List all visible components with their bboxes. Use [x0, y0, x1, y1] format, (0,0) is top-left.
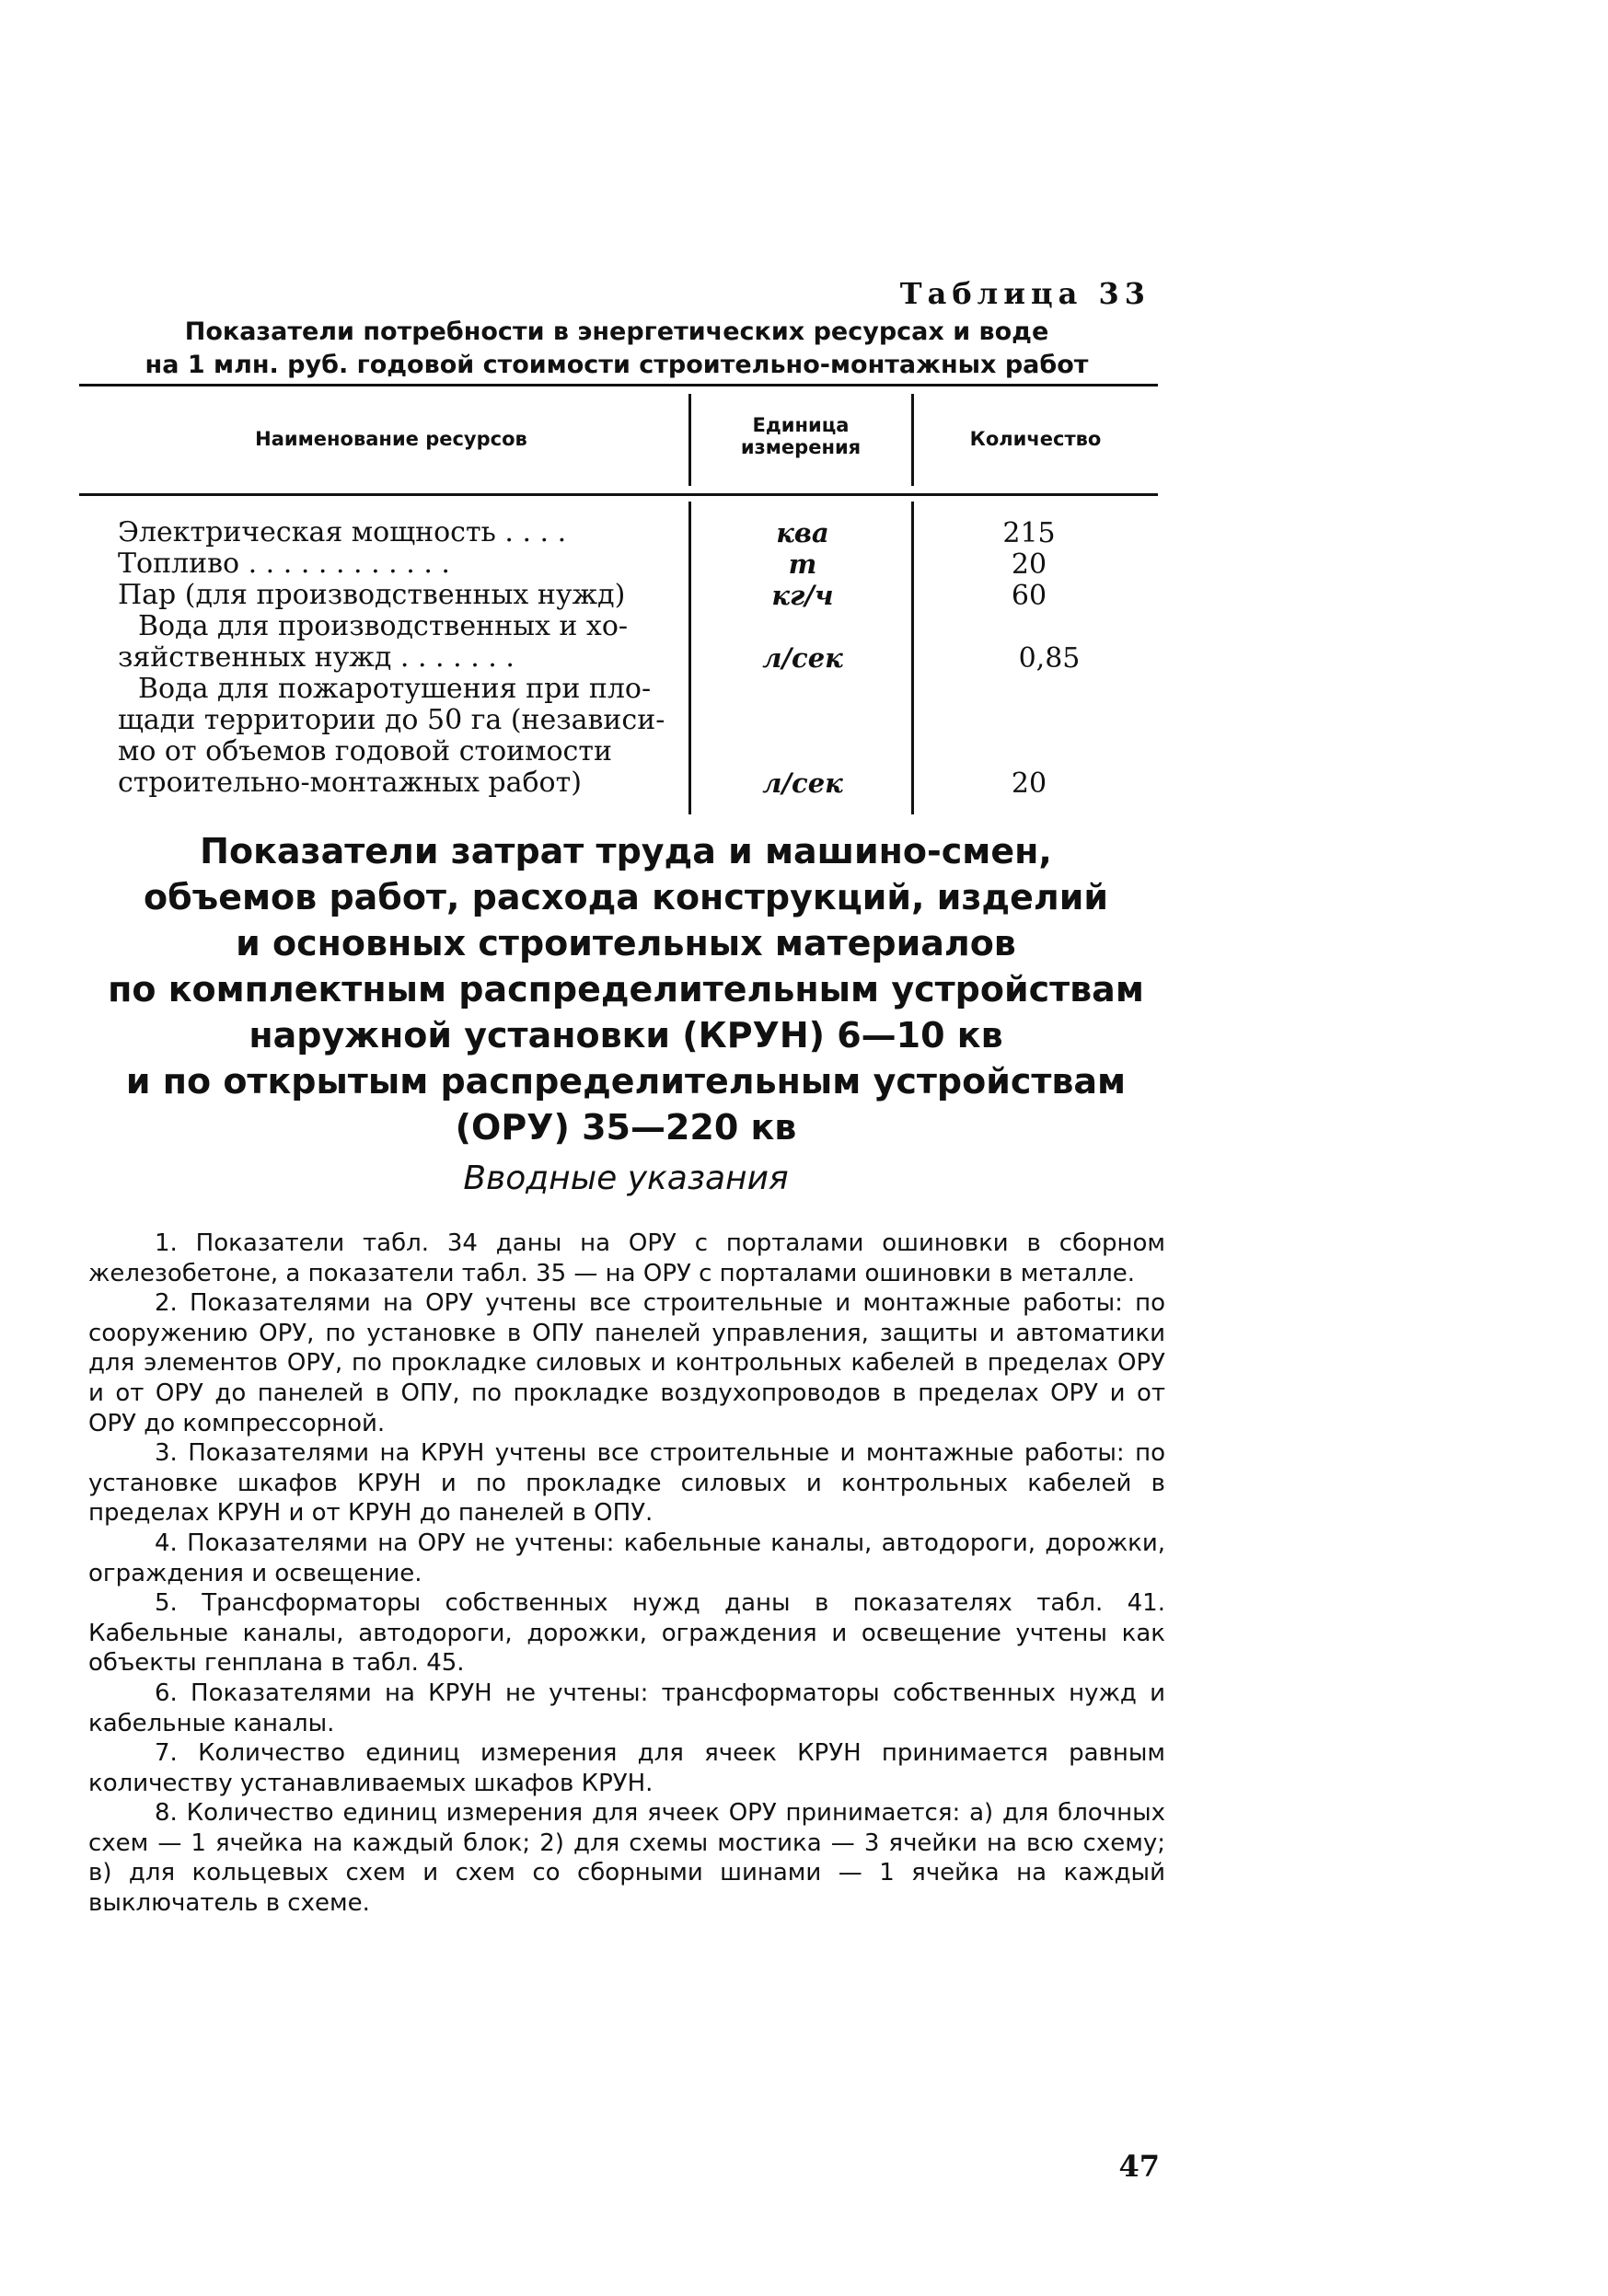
table-row-name: Пар (для производственных нужд) [118, 579, 626, 611]
subheading: Вводные указания [463, 1160, 789, 1197]
table-header-rule [79, 493, 1158, 496]
column-divider [688, 394, 691, 486]
paragraph: 1. Показатели табл. 34 даны на ОРУ с порталами ошиновки в сборном железобетоне, а показатели табл. 35 — на ОРУ с порталами ошиновки в металле. [88, 1229, 1165, 1287]
table-row-qty: 215 [1002, 517, 1056, 549]
header-unit-line: Единица [752, 414, 850, 436]
table-caption [74, 316, 1160, 382]
heading-line: и основных строительных материалов [236, 923, 1016, 963]
paragraph: 6. Показателями на КРУН не учтены: трансформаторы собственных нужд и кабельные каналы. [88, 1679, 1165, 1737]
table-row-unit: л/сек [762, 767, 843, 799]
table-top-rule [79, 384, 1158, 387]
paragraph: 8. Количество единиц измерения для ячеек ОРУ принимается: а) для блочных схем — 1 ячейка на каждый блок; 2) для схемы мостика — 3 ячейки на всю схему; в) для кольцевых схем и схем со сборными шинами — 1 ячейка на каждый выключатель в схеме. [88, 1799, 1165, 1918]
paragraph: 4. Показателями на ОРУ не учтены: кабельные каналы, автодороги, дорожки, ограждения и освещение. [88, 1529, 1165, 1587]
table-row-name: Топливо . . . . . . . . . . . . [118, 548, 450, 580]
table-row-unit: т [788, 548, 817, 580]
paragraph: 7. Количество единиц измерения для ячеек КРУН принимается равным количеству устанавливаемых шкафов КРУН. [88, 1739, 1165, 1797]
table-label: Таблица 33 [899, 276, 1151, 311]
table-row-unit: ква [776, 517, 829, 548]
table-row-name: строительно-монтажных работ) [118, 767, 582, 799]
table-row-name: зяйственных нужд . . . . . . . [118, 641, 515, 674]
heading-line: по комплектным распределительным устройствам [108, 969, 1144, 1010]
heading-line: и по открытым распределительным устройствам [125, 1061, 1127, 1102]
header-unit-line: измерения [740, 436, 862, 458]
table-caption-line: на 1 млн. руб. годовой стоимости строительно-монтажных работ [145, 351, 1089, 379]
table-row-name: Электрическая мощность . . . . [118, 516, 567, 548]
table-row-unit: л/сек [762, 642, 843, 674]
heading-line: объемов работ, расхода конструкций, изделий [144, 877, 1108, 917]
header-unit [692, 414, 909, 458]
body-text [88, 1229, 1165, 1919]
column-divider [688, 502, 691, 814]
header-resource-name: Наименование ресурсов [255, 428, 527, 450]
table-row-name: Вода для пожаротушения при пло- [138, 673, 652, 705]
page-number: 47 [1118, 2149, 1160, 2184]
table-row-name: мо от объемов годовой стоимости [118, 735, 612, 767]
table-row-name: щади территории до 50 га (независи- [118, 704, 665, 736]
table-row-name: Вода для производственных и хо- [138, 610, 629, 642]
paragraph: 3. Показателями на КРУН учтены все строительные и монтажные работы: по установке шкафов КРУН и по прокладке силовых и контрольных кабелей в пределах КРУН и от КРУН до панелей в ОПУ. [88, 1439, 1165, 1528]
heading-line: (ОРУ) 35—220 кв [455, 1107, 797, 1148]
table-row-unit: кг/ч [771, 580, 834, 611]
table-row-qty: 20 [1011, 767, 1047, 800]
table-row-qty: 60 [1011, 580, 1047, 612]
table-caption-line: Показатели потребности в энергетических ресурсах и воде [184, 317, 1049, 346]
table-row-qty: 20 [1011, 548, 1047, 581]
header-quantity: Количество [969, 428, 1102, 450]
heading-line: наружной установки (КРУН) 6—10 кв [249, 1015, 1003, 1056]
section-heading [83, 828, 1169, 1150]
column-divider [911, 394, 914, 486]
table-row-qty: 0,85 [1018, 642, 1081, 675]
paragraph: 2. Показателями на ОРУ учтены все строительные и монтажные работы: по сооружению ОРУ, по установке в ОПУ панелей управления, защиты и автоматики для элементов ОРУ, по прокладке силовых и контрольных кабелей в пределах ОРУ и от ОРУ до панелей в ОПУ, по прокладке воздухопроводов в пределах ОРУ и от ОРУ до компрессорной. [88, 1289, 1165, 1437]
paragraph: 5. Трансформаторы собственных нужд даны в показателях табл. 41. Кабельные каналы, автодороги, дорожки, ограждения и освещение учтены как объекты генплана в табл. 45. [88, 1589, 1165, 1678]
heading-line: Показатели затрат труда и машино-смен, [200, 831, 1052, 871]
